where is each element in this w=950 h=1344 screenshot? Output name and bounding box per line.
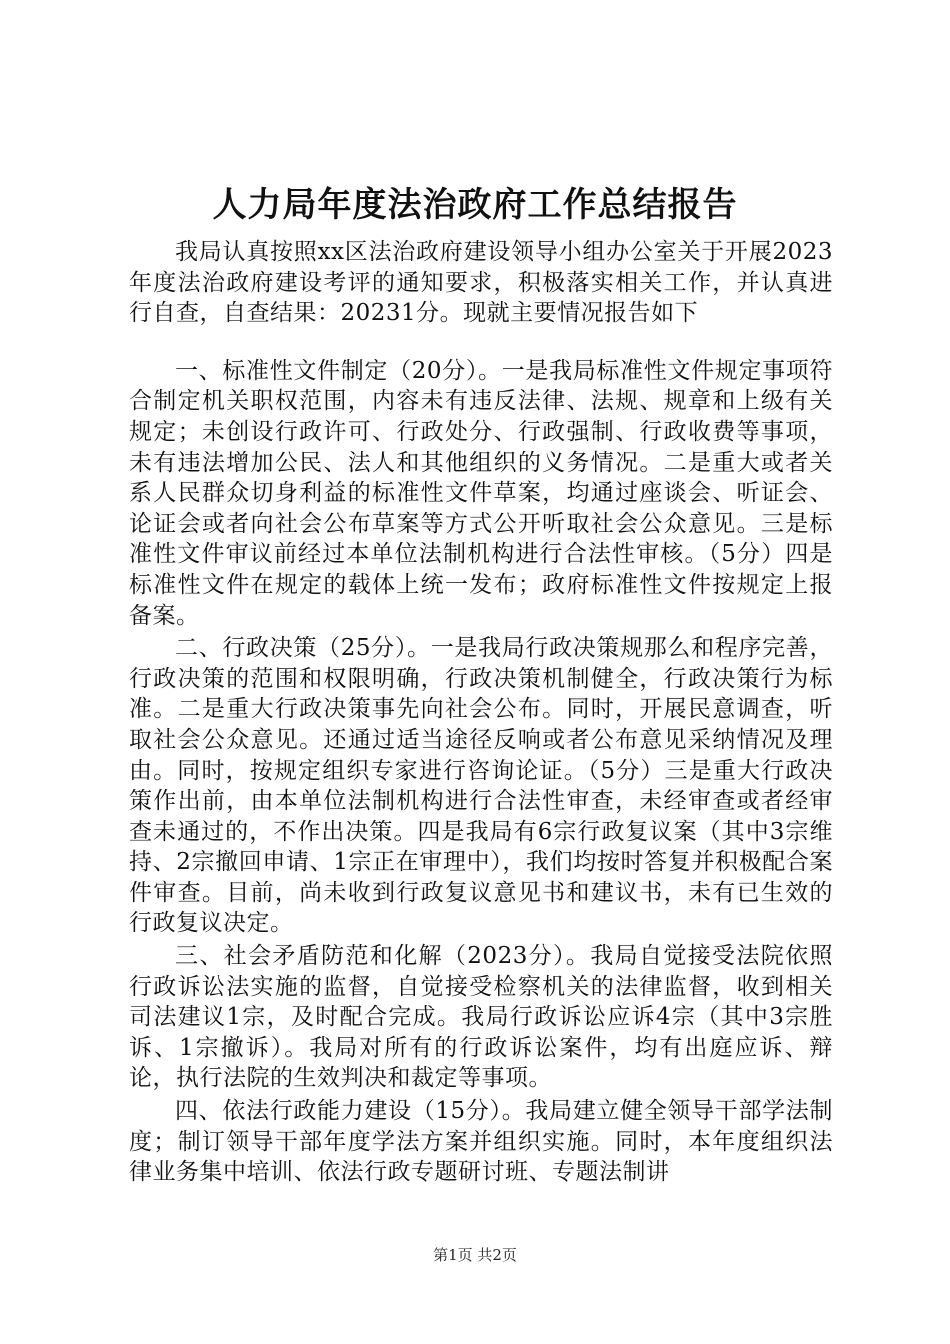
document-body xyxy=(129,237,833,1190)
document-title: 人力局年度法治政府工作总结报告 xyxy=(212,185,738,225)
page-number-footer: 第1页 共2页 xyxy=(433,1246,517,1264)
paragraph-intro: 我局认真按照xx区法治政府建设领导小组办公室关于开展2023年度法治政府建设考评的通知要求，积极落实相关工作，并认真进行自查，自查结果：20231分。现就主要情况报告如下 xyxy=(129,239,833,327)
paragraph-section-1: 一、标准性文件制定（20分）。一是我局标准性文件规定事项符合制定机关职权范围，内容未有违反法律、法规、规章和上级有关规定；未创设行政许可、行政处分、行政强制、行政收费等事项，未有违法增加公民、法人和其他组织的义务情况。二是重大或者关系人民群众切身利益的标准性文件草案，均通过座谈会、听证会、论证会或者向社会公布草案等方式公开听取社会公众意见。三是标准性文件审议前经过本单位法制机构进行合法性审核。（5分）四是标准性文件在规定的载体上统一发布；政府标准性文件按规定上报备案。 xyxy=(129,357,833,629)
paragraph-section-2: 二、行政决策（25分）。一是我局行政决策规那么和程序完善，行政决策的范围和权限明确，行政决策机制健全，行政决策行为标准。二是重大行政决策事先向社会公布。同时，开展民意调查，听取社会公众意见。还通过适当途径反响或者公布意见采纳情况及理由。同时，按规定组织专家进行咨询论证。（5分）三是重大行政决策作出前，由本单位法制机构进行合法性审查，未经审查或者经审查未通过的，不作出决策。四是我局有6宗行政复议案（其中3宗维持、2宗撤回申请、1宗正在审理中），我们均按时答复并积极配合案件审查。目前，尚未收到行政复议意见书和建议书，未有已生效的行政复议决定。 xyxy=(129,635,833,937)
paragraph-section-4: 四、依法行政能力建设（15分）。我局建立健全领导干部学法制度；制订领导干部年度学法方案并组织实施。同时，本年度组织法律业务集中培训、依法行政专题研讨班、专题法制讲 xyxy=(129,1098,833,1186)
paragraph-section-3: 三、社会矛盾防范和化解（2023分）。我局自觉接受法院依照行政诉讼法实施的监督，自觉接受检察机关的法律监督，收到相关司法建议1宗，及时配合完成。我局行政诉讼应诉4宗（其中3宗胜诉、1宗撤诉）。我局对所有的行政诉讼案件，均有出庭应诉、辩论，执行法院的生效判决和裁定等事项。 xyxy=(129,943,833,1092)
